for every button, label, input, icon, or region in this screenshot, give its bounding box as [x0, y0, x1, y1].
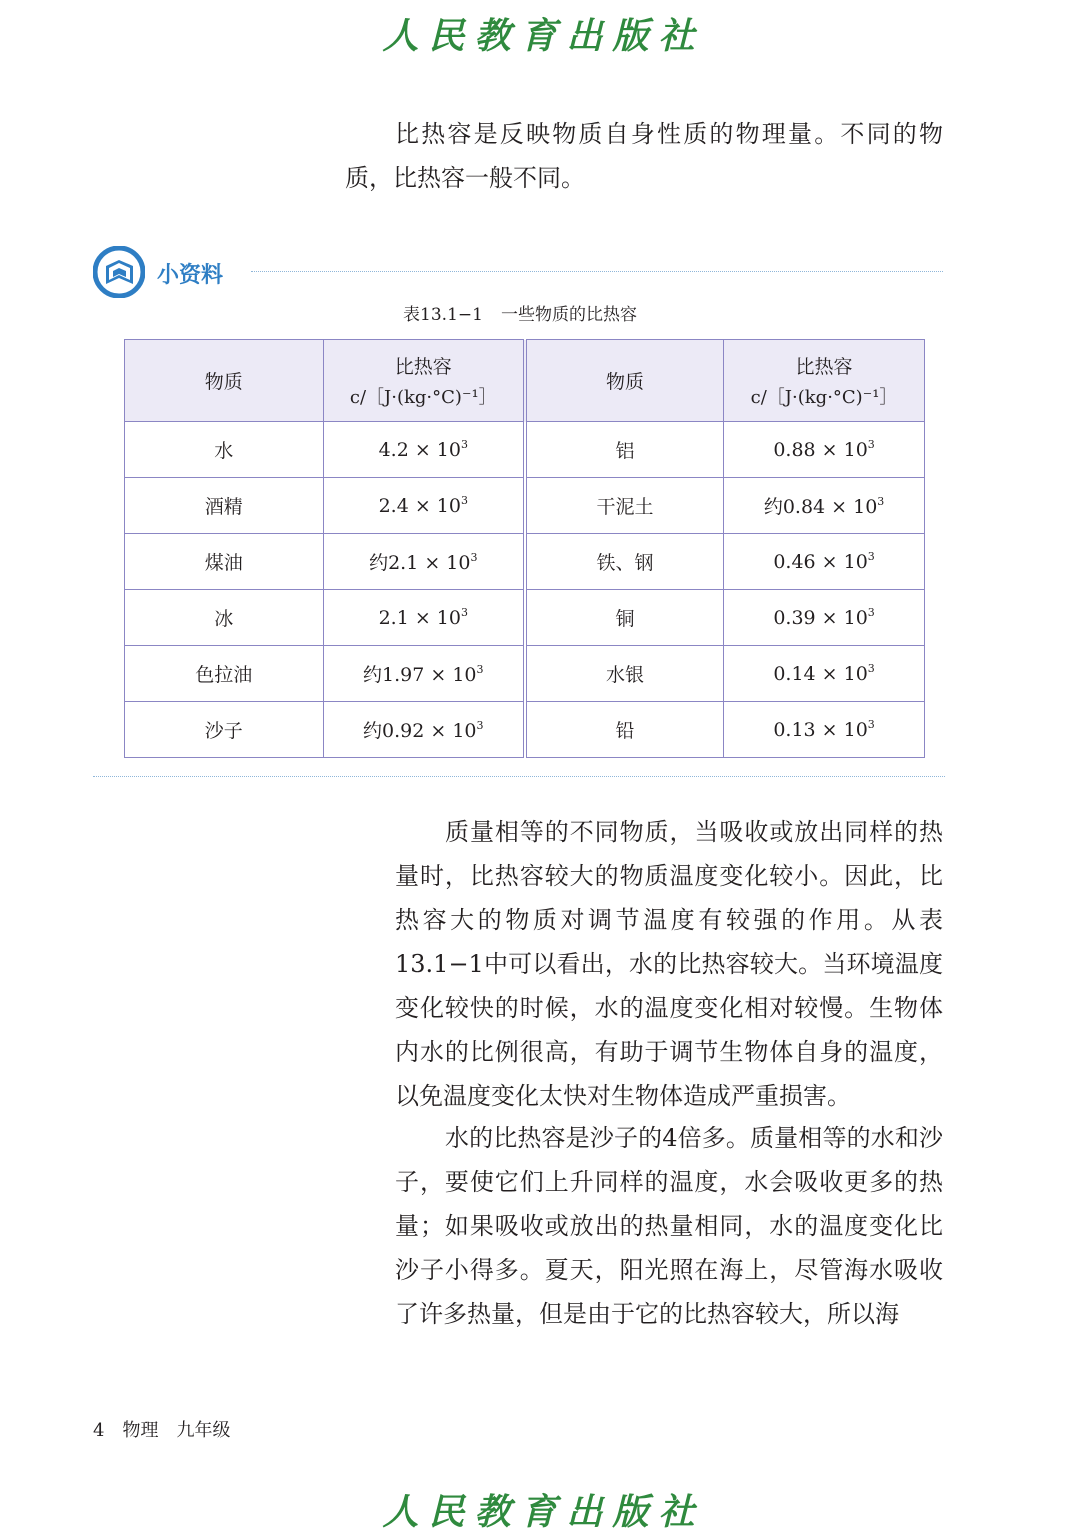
- substance-cell: 水银: [525, 646, 724, 702]
- table-caption-number: 表13.1−1: [403, 305, 483, 325]
- substance-cell: 沙子: [125, 702, 324, 758]
- substance-cell: 干泥土: [525, 478, 724, 534]
- dotted-divider: [251, 271, 943, 272]
- value-cell: $0.13 \times 10^3$: [724, 702, 925, 758]
- value-cell: $2.4 \times 10^3$: [323, 478, 525, 534]
- footer-subject: 物理: [122, 1420, 159, 1441]
- table-row: [125, 534, 925, 590]
- body-paragraph: 质量相等的不同物质，当吸收或放出同样的热量时，比热容较大的物质温度变化较小。因此，比热容大的物质对调节温度有较强的作用。从表13.1−1中可以看出，水的比热容较大。当环境温度变化较快的时候，水的温度变化相对较慢。生物体内水的比例很高，有助于调节生物体自身的温度，以免温度变化太快对生物体造成严重损害。: [395, 818, 943, 1110]
- value-cell: 约$0.84 \times 10^3$: [724, 478, 925, 534]
- substance-cell: 酒精: [125, 478, 324, 534]
- header-heat-capacity-label: 比热容: [795, 356, 853, 378]
- header-substance-right: 物质: [525, 340, 724, 422]
- header-substance-left: 物质: [125, 340, 324, 422]
- value-cell: 约$2.1 \times 10^3$: [323, 534, 525, 590]
- table-header-row: [125, 340, 925, 422]
- substance-cell: 铜: [525, 590, 724, 646]
- value-cell: $0.88 \times 10^3$: [724, 422, 925, 478]
- substance-cell: 冰: [125, 590, 324, 646]
- value-cell: 约$0.92 \times 10^3$: [323, 702, 525, 758]
- substance-cell: 水: [125, 422, 324, 478]
- publisher-logo-top: 人民教育出版社: [382, 15, 705, 57]
- value-cell: $0.39 \times 10^3$: [724, 590, 925, 646]
- header-heat-capacity-label: 比热容: [394, 356, 452, 378]
- table-row: [125, 422, 925, 478]
- book-icon: [93, 246, 145, 298]
- substance-cell: 色拉油: [125, 646, 324, 702]
- dotted-divider: [93, 776, 945, 777]
- intro-paragraph: 比热容是反映物质自身性质的物理量。不同的物质，比热容一般不同。: [345, 120, 943, 192]
- table-row: [125, 702, 925, 758]
- value-cell: 约$1.97 \times 10^3$: [323, 646, 525, 702]
- specific-heat-table: [124, 339, 925, 758]
- table-row: [125, 590, 925, 646]
- substance-cell: 铁、钢: [525, 534, 724, 590]
- table-row: [125, 478, 925, 534]
- value-cell: $0.46 \times 10^3$: [724, 534, 925, 590]
- substance-cell: 煤油: [125, 534, 324, 590]
- table-row: [125, 646, 925, 702]
- value-cell: $2.1 \times 10^3$: [323, 590, 525, 646]
- header-unit: c/［J·(kg·°C)⁻¹］: [750, 387, 898, 408]
- substance-cell: 铅: [525, 702, 724, 758]
- header-unit: c/［J·(kg·°C)⁻¹］: [349, 387, 497, 408]
- value-cell: $4.2 \times 10^3$: [323, 422, 525, 478]
- page-number: 4: [93, 1420, 105, 1441]
- body-paragraph: 水的比热容是沙子的4倍多。质量相等的水和沙子，要使它们上升同样的温度，水会吸收更多的热量；如果吸收或放出的热量相同，水的温度变化比沙子小得多。夏天，阳光照在海上，尽管海水吸收了许多热量，但是由于它的比热容较大，所以海: [395, 1124, 943, 1328]
- header-heat-capacity-left: [323, 340, 525, 422]
- table-caption-title: 一些物质的比热容: [500, 305, 637, 325]
- info-box-title: 小资料: [157, 263, 224, 288]
- substance-cell: 铝: [525, 422, 724, 478]
- info-box-header: [93, 246, 945, 298]
- header-heat-capacity-right: [724, 340, 925, 422]
- footer-grade: 九年级: [176, 1420, 231, 1441]
- table-caption: [0, 300, 1040, 325]
- page-footer: [93, 1416, 248, 1442]
- value-cell: $0.14 \times 10^3$: [724, 646, 925, 702]
- publisher-logo-bottom: 人民教育出版社: [382, 1491, 705, 1533]
